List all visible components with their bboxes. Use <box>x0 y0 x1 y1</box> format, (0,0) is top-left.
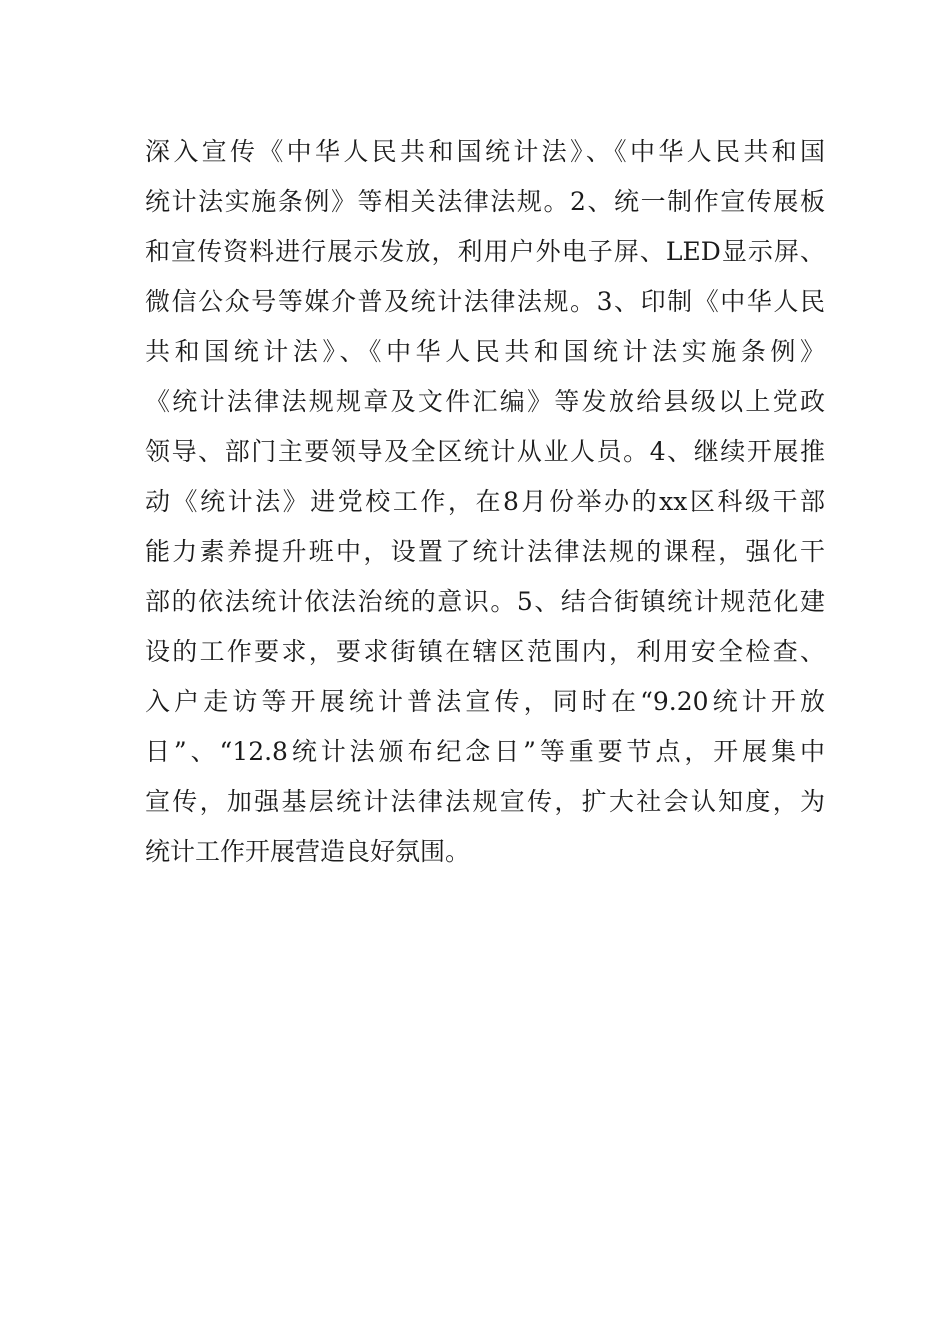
paragraph-line: 入户走访等开展统计普法宣传，同时在“9.20统计开放 <box>145 687 825 716</box>
paragraph-line: 动《统计法》进党校工作，在8月份举办的xx区科级干部 <box>145 487 825 516</box>
paragraph-line: 微信公众号等媒介普及统计法律法规。3、印制《中华人民 <box>145 287 825 316</box>
paragraph-line: 日”、“12.8统计法颁布纪念日”等重要节点，开展集中 <box>145 737 825 766</box>
paragraph-line: 宣传，加强基层统计法律法规宣传，扩大社会认知度，为 <box>145 787 825 816</box>
paragraph-line: 统计工作开展营造良好氛围。 <box>145 837 471 866</box>
paragraph-line: 领导、部门主要领导及全区统计从业人员。4、继续开展推 <box>145 437 825 466</box>
paragraph-line: 共和国统计法》、《中华人民共和国统计法实施条例》 <box>145 337 825 366</box>
paragraph-line: 统计法实施条例》等相关法律法规。2、统一制作宣传展板 <box>145 187 825 216</box>
paragraph-line: 能力素养提升班中，设置了统计法律法规的课程，强化干 <box>145 537 825 566</box>
body-paragraph <box>145 127 825 877</box>
paragraph-line: 设的工作要求，要求街镇在辖区范围内，利用安全检查、 <box>145 637 825 666</box>
paragraph-line: 部的依法统计依法治统的意识。5、结合街镇统计规范化建 <box>145 587 825 616</box>
paragraph-line: 《统计法律法规规章及文件汇编》等发放给县级以上党政 <box>145 387 825 416</box>
paragraph-line: 深入宣传《中华人民共和国统计法》、《中华人民共和国 <box>145 137 825 166</box>
paragraph-line: 和宣传资料进行展示发放，利用户外电子屏、LED显示屏、 <box>145 237 825 266</box>
